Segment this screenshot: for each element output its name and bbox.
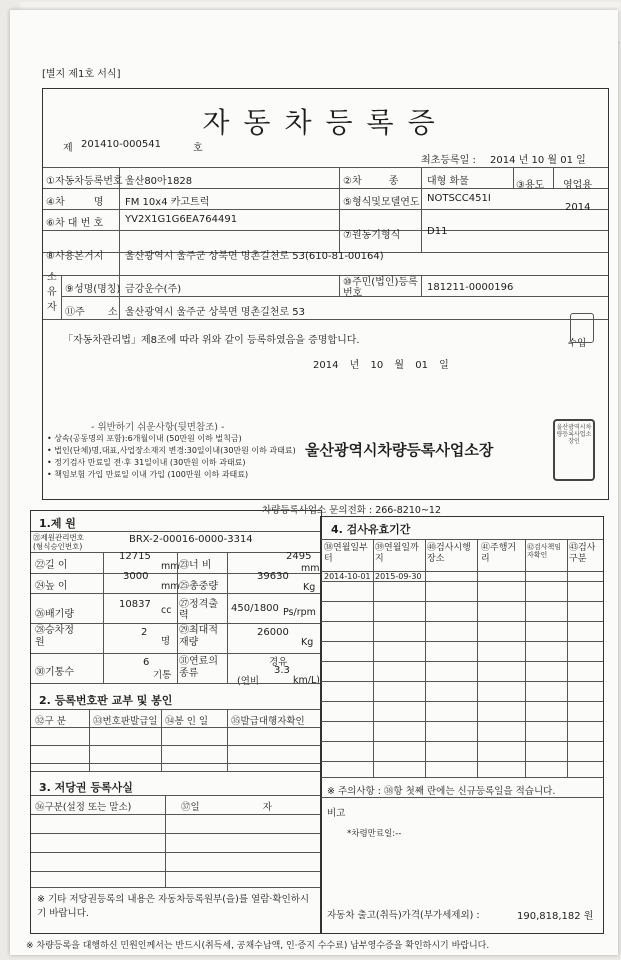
notice-item: • 책임보험 가입 만료일 이내 가입 (100만원 이하 과태료): [47, 470, 249, 479]
inspection-col-to: ㊴연월일까지: [375, 543, 419, 564]
seats-unit: 명: [161, 636, 171, 647]
spec-section: [30, 510, 322, 934]
document-number: 201410-000541: [81, 139, 161, 150]
seats-value: 2: [141, 627, 148, 638]
length-value: 12715: [119, 551, 151, 562]
inspection-col-kind: ㊸검사구분: [569, 543, 596, 564]
price-label: 자동차 출고(취득)가격(부가세제외) :: [327, 910, 480, 921]
mortgage-heading: 3. 저당권 등록사실: [39, 781, 133, 794]
cylinders-unit: 기통: [153, 670, 172, 681]
length-unit: mm: [161, 561, 180, 572]
cylinders-label: ㉚기통수: [35, 667, 74, 678]
address-value: 울산광역시 울주군 상북면 명촌길천로 53: [125, 307, 305, 318]
mortgage-col-date: ㊲일 자: [181, 802, 272, 813]
width-value: 2495: [286, 551, 312, 562]
vin-value: YV2X1G1G6EA764491: [125, 214, 238, 225]
gross-weight-value: 39630: [257, 571, 289, 582]
power-label: ㉗정격출력: [179, 599, 218, 621]
efficiency-unit: km/L): [293, 675, 320, 686]
vehicle-name-value: FM 10x4 카고트럭: [125, 197, 210, 208]
inspection-note: ※ 주의사항 : ㊳항 첫째 란에는 신규등록일을 적습니다.: [327, 786, 556, 797]
vehicle-type-value: 대형 화물: [427, 176, 469, 187]
official-seal-icon: [570, 313, 594, 343]
doc-no-prefix: 제: [63, 143, 73, 154]
notice-heading: - 위반하기 쉬운사항(뒷면참조) -: [91, 422, 225, 433]
owner-id-label: ⑩주민(법인)등록번호: [343, 277, 418, 299]
certify-date: 2014 년 10 월 01 일: [313, 360, 449, 371]
reg-no-label: ①자동차등록번호: [46, 176, 123, 187]
approval-label: ㉑제원관리번호(형식승인번호): [33, 533, 84, 551]
garage-label: ⑧사용본거지: [46, 251, 104, 262]
form-number: [별지 제1호 서식]: [42, 69, 121, 80]
certify-text: 「자동차관리법」제8조에 따라 위와 같이 등록하였음을 증명합니다.: [63, 335, 360, 346]
max-load-unit: Kg: [301, 637, 314, 648]
inspection-col-inspector: ㊷검사책임자확인: [527, 543, 562, 559]
owner-name-label: ⑨성명(명칭): [65, 284, 121, 295]
inspection-to-date: 2015-09-30: [375, 572, 422, 581]
stamp-mark: 수입: [568, 338, 587, 349]
height-label: ㉔높 이: [35, 581, 68, 592]
office-seal: 울산광역시차량등록사업소장인: [553, 419, 595, 481]
length-label: ㉒길 이: [35, 560, 68, 571]
model-year-value: 2014: [565, 202, 591, 213]
height-value: 3000: [123, 571, 149, 582]
height-unit: mm: [161, 581, 180, 592]
registration-section: [42, 88, 609, 500]
spec-heading: 1.제 원: [39, 517, 76, 530]
price-value: 190,818,182 원: [517, 911, 594, 922]
efficiency-label: (연비: [237, 676, 260, 687]
width-unit: mm: [301, 563, 320, 574]
owner-label: 소유자: [47, 272, 57, 313]
mortgage-note: ※ 기타 저당권등록의 내용은 자동차등록원부(을)를 열람·확인하시기 바랍니다.: [37, 894, 310, 919]
displacement-label: ㉖배기량: [35, 609, 74, 620]
width-label: ㉓너 비: [179, 560, 212, 571]
notice-list: [47, 433, 296, 481]
model-label: ⑤형식및모델연도: [343, 197, 420, 208]
document-title: 자동차등록증: [202, 106, 449, 139]
address-label: ⑪주 소: [65, 307, 118, 318]
power-value: 450/1800: [231, 603, 279, 614]
contact-phone: 차량등록사업소 문의전화 : 266-8210~12: [262, 505, 441, 516]
engine-type-label: ⑦원동기형식: [343, 230, 401, 241]
max-load-value: 26000: [257, 627, 289, 638]
plate-col-type: ㉜구 분: [35, 716, 66, 727]
footer-note: ※ 차량등록을 대행하신 민원인께서는 반드시(취득세, 공채수납액, 인·증지 수수료) 납부영수증을 확인하시기 바랍니다.: [26, 941, 490, 951]
gross-weight-label: ㉕총중량: [179, 581, 218, 592]
use-label: ③용도: [516, 180, 545, 191]
vehicle-name-label: ④차 명: [46, 197, 104, 208]
notice-item: • 상속(공동명의 포함):6개월이내 (50만원 이하 벌칙금): [47, 434, 242, 443]
issuing-office: 울산광역시차량등록사업소장: [305, 441, 494, 459]
efficiency-value: 3.3: [274, 665, 290, 676]
plate-col-agent: ㉟발급대행자확인: [231, 716, 305, 727]
inspection-col-from: ㊳연월일부터: [324, 543, 368, 564]
plate-col-seal-date: ㉞봉 인 일: [165, 716, 209, 727]
inspection-heading: 4. 검사유효기간: [331, 523, 411, 536]
fuel-value: 경유: [269, 657, 288, 668]
owner-id-value: 181211-0000196: [427, 282, 514, 293]
approval-value: BRX-2-00016-0000-3314: [129, 534, 253, 545]
vin-label: ⑥차 대 번 호: [46, 218, 104, 229]
garage-value: 울산광역시 울주군 상북면 명촌길천로 53(610-81-00164): [125, 251, 384, 262]
engine-type-value: D11: [427, 226, 448, 237]
first-registration-label: 최초등록일 :: [421, 155, 476, 166]
notice-item: • 법인(단체)명,대표,사업장소재지 변경:30일이내(30만원 이하 과태료): [47, 446, 296, 455]
reg-no-value: 울산80아1828: [125, 176, 193, 187]
vehicle-type-label: ②차 종: [343, 176, 399, 187]
power-unit: Ps/rpm: [283, 607, 316, 618]
max-load-label: ㉙최대적재량: [179, 625, 218, 648]
displacement-unit: cc: [161, 605, 172, 616]
inspection-from-date: 2014-10-01: [324, 572, 371, 581]
first-registration-date: 2014 년 10 월 01 일: [490, 155, 586, 166]
doc-no-suffix: 호: [193, 143, 203, 154]
vehicle-age-expiry: *차령만료일:--: [347, 829, 402, 839]
model-value: NOTSCC451I: [427, 193, 491, 204]
displacement-value: 10837: [119, 599, 151, 610]
inspection-col-mileage: ㊶주행거리: [481, 543, 517, 564]
gross-weight-unit: Kg: [303, 582, 316, 593]
inspection-section: [320, 516, 604, 934]
plate-heading: 2. 등록번호판 교부 및 봉인: [39, 694, 173, 707]
owner-name-value: 금강운수(주): [125, 284, 182, 295]
plate-col-issue-date: ㉝번호판발급일: [93, 716, 158, 727]
remark-label: 비고: [327, 808, 346, 819]
cylinders-value: 6: [143, 657, 150, 668]
use-value: 영업용: [563, 180, 592, 191]
fuel-label: ㉛연료의종류: [179, 656, 218, 679]
notice-item: • 정기검사 만료일 전·후 31일이내 (30만원 이하 과태료): [47, 458, 246, 467]
mortgage-col-type: ㊱구분(설정 또는 말소): [35, 802, 132, 813]
seats-label: ㉘승차정원: [35, 625, 74, 648]
inspection-col-place: ㊵검사시행장소: [427, 543, 471, 564]
